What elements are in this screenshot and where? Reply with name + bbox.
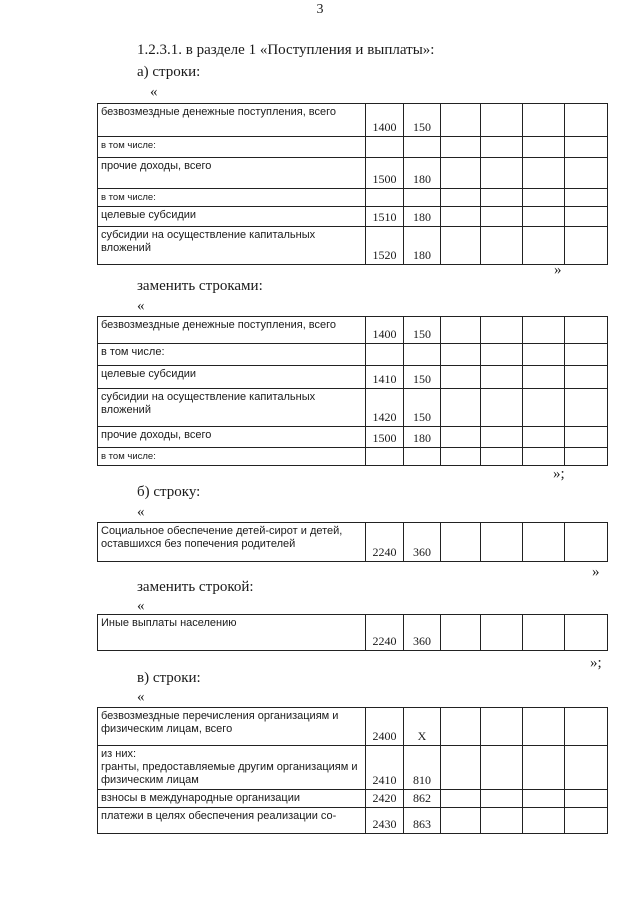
- row-kosgu: 150: [404, 104, 441, 137]
- empty-cell: [523, 615, 565, 651]
- empty-cell: [481, 317, 523, 344]
- row-label: безвозмездные денежные поступления, всего: [98, 104, 366, 137]
- empty-cell: [481, 137, 523, 158]
- empty-cell: [481, 366, 523, 389]
- empty-cell: [565, 104, 608, 137]
- empty-cell: [441, 448, 481, 466]
- table-row: [98, 227, 608, 265]
- row-kosgu: [404, 344, 441, 366]
- empty-cell: [441, 708, 481, 746]
- row-code: [366, 448, 404, 466]
- table-row: [98, 189, 608, 207]
- row-label: Иные выплаты населению: [98, 615, 366, 651]
- row-kosgu: 150: [404, 389, 441, 427]
- row-label: прочие доходы, всего: [98, 158, 366, 189]
- section-b-label: б) строку:: [137, 484, 201, 500]
- empty-cell: [441, 746, 481, 790]
- row-kosgu: 150: [404, 317, 441, 344]
- row-label: целевые субсидии: [98, 207, 366, 227]
- empty-cell: [565, 746, 608, 790]
- row-code: [366, 137, 404, 158]
- empty-cell: [481, 344, 523, 366]
- empty-cell: [481, 523, 523, 562]
- empty-cell: [441, 189, 481, 207]
- row-label: платежи в целях обеспечения реализации со-: [98, 808, 366, 834]
- row-kosgu: 862: [404, 790, 441, 808]
- section-a-label: а) строки:: [137, 64, 201, 80]
- empty-cell: [523, 344, 565, 366]
- row-code: 1420: [366, 389, 404, 427]
- empty-cell: [565, 523, 608, 562]
- empty-cell: [523, 746, 565, 790]
- table-row: [98, 207, 608, 227]
- row-kosgu: 150: [404, 366, 441, 389]
- empty-cell: [565, 427, 608, 448]
- open-quote: «: [137, 298, 145, 314]
- empty-cell: [565, 344, 608, 366]
- empty-cell: [441, 366, 481, 389]
- table-c-original: [97, 707, 608, 834]
- row-label: Социальное обеспечение детей-сирот и детей, оставшихся без попечения родителей: [98, 523, 366, 562]
- row-kosgu: [404, 189, 441, 207]
- table-row: [98, 746, 608, 790]
- empty-cell: [441, 389, 481, 427]
- row-code: [366, 344, 404, 366]
- page-number: 3: [316, 2, 324, 17]
- row-label: субсидии на осуществление капитальных вложений: [98, 227, 366, 265]
- row-label: прочие доходы, всего: [98, 427, 366, 448]
- row-label: субсидии на осуществление капитальных вложений: [98, 389, 366, 427]
- row-code: [366, 189, 404, 207]
- empty-cell: [523, 808, 565, 834]
- row-kosgu: 180: [404, 158, 441, 189]
- table-row: [98, 615, 608, 651]
- table-row: [98, 389, 608, 427]
- empty-cell: [523, 207, 565, 227]
- empty-cell: [565, 207, 608, 227]
- table-row: [98, 427, 608, 448]
- open-quote: «: [137, 689, 145, 705]
- empty-cell: [441, 808, 481, 834]
- empty-cell: [523, 137, 565, 158]
- row-label: целевые субсидии: [98, 366, 366, 389]
- amendment-heading: 1.2.3.1. в разделе 1 «Поступления и выплаты»:: [137, 42, 435, 58]
- table-row: [98, 448, 608, 466]
- empty-cell: [481, 448, 523, 466]
- empty-cell: [523, 317, 565, 344]
- empty-cell: [441, 427, 481, 448]
- row-label: из них: гранты, предоставляемые другим организациям и физическим лицам: [98, 746, 366, 790]
- row-code: 1400: [366, 317, 404, 344]
- row-code: 2240: [366, 523, 404, 562]
- table-row: [98, 808, 608, 834]
- row-code: 1510: [366, 207, 404, 227]
- row-label: безвозмездные денежные поступления, всего: [98, 317, 366, 344]
- row-kosgu: 180: [404, 207, 441, 227]
- empty-cell: [481, 746, 523, 790]
- row-label: в том числе:: [98, 448, 366, 466]
- row-label: в том числе:: [98, 137, 366, 158]
- table-row: [98, 366, 608, 389]
- empty-cell: [481, 104, 523, 137]
- empty-cell: [565, 708, 608, 746]
- empty-cell: [523, 104, 565, 137]
- table-row: [98, 158, 608, 189]
- empty-cell: [523, 366, 565, 389]
- empty-cell: [441, 790, 481, 808]
- row-label: безвозмездные перечисления организациям и физическим лицам, всего: [98, 708, 366, 746]
- empty-cell: [523, 189, 565, 207]
- close-quote-semicolon: »;: [553, 466, 565, 482]
- empty-cell: [481, 790, 523, 808]
- empty-cell: [441, 207, 481, 227]
- row-label: взносы в международные организации: [98, 790, 366, 808]
- empty-cell: [441, 158, 481, 189]
- table-row: [98, 790, 608, 808]
- close-quote: »: [554, 262, 562, 278]
- row-code: 1400: [366, 104, 404, 137]
- table-row: [98, 708, 608, 746]
- open-quote: «: [137, 598, 145, 614]
- empty-cell: [441, 104, 481, 137]
- empty-cell: [441, 344, 481, 366]
- replace-rows-label: заменить строками:: [137, 278, 263, 294]
- row-code: 1500: [366, 427, 404, 448]
- row-code: 1500: [366, 158, 404, 189]
- replace-row-label: заменить строкой:: [137, 579, 254, 595]
- table-a-original: [97, 103, 608, 265]
- row-kosgu: [404, 137, 441, 158]
- section-c-label: в) строки:: [137, 670, 201, 686]
- empty-cell: [565, 389, 608, 427]
- row-code: 2240: [366, 615, 404, 651]
- row-kosgu: 360: [404, 523, 441, 562]
- table-row: [98, 104, 608, 137]
- empty-cell: [523, 389, 565, 427]
- empty-cell: [441, 523, 481, 562]
- row-kosgu: [404, 448, 441, 466]
- empty-cell: [481, 389, 523, 427]
- close-quote-semicolon: »;: [590, 655, 602, 671]
- empty-cell: [441, 137, 481, 158]
- empty-cell: [565, 366, 608, 389]
- empty-cell: [481, 227, 523, 265]
- empty-cell: [481, 808, 523, 834]
- empty-cell: [565, 137, 608, 158]
- empty-cell: [523, 427, 565, 448]
- open-quote: «: [150, 84, 158, 100]
- empty-cell: [481, 158, 523, 189]
- table-b-original: [97, 522, 608, 562]
- empty-cell: [441, 317, 481, 344]
- empty-cell: [565, 158, 608, 189]
- table-b-replacement: [97, 614, 608, 651]
- empty-cell: [523, 227, 565, 265]
- empty-cell: [565, 227, 608, 265]
- empty-cell: [523, 523, 565, 562]
- empty-cell: [565, 790, 608, 808]
- row-kosgu: 180: [404, 227, 441, 265]
- table-a-replacement: [97, 316, 608, 466]
- close-quote: »: [592, 564, 600, 580]
- empty-cell: [481, 708, 523, 746]
- row-code: 1520: [366, 227, 404, 265]
- row-code: 2420: [366, 790, 404, 808]
- empty-cell: [565, 189, 608, 207]
- empty-cell: [565, 448, 608, 466]
- row-label: в том числе:: [98, 344, 366, 366]
- row-kosgu: Х: [404, 708, 441, 746]
- empty-cell: [441, 227, 481, 265]
- empty-cell: [481, 427, 523, 448]
- table-row: [98, 137, 608, 158]
- row-label: в том числе:: [98, 189, 366, 207]
- open-quote: «: [137, 504, 145, 520]
- empty-cell: [441, 615, 481, 651]
- empty-cell: [523, 708, 565, 746]
- empty-cell: [481, 207, 523, 227]
- row-code: 2400: [366, 708, 404, 746]
- empty-cell: [481, 189, 523, 207]
- empty-cell: [565, 808, 608, 834]
- row-kosgu: 810: [404, 746, 441, 790]
- row-code: 2410: [366, 746, 404, 790]
- table-row: [98, 523, 608, 562]
- empty-cell: [523, 158, 565, 189]
- row-code: 1410: [366, 366, 404, 389]
- empty-cell: [523, 790, 565, 808]
- row-kosgu: 360: [404, 615, 441, 651]
- row-kosgu: 180: [404, 427, 441, 448]
- empty-cell: [523, 448, 565, 466]
- row-code: 2430: [366, 808, 404, 834]
- table-row: [98, 317, 608, 344]
- empty-cell: [565, 317, 608, 344]
- row-kosgu: 863: [404, 808, 441, 834]
- empty-cell: [565, 615, 608, 651]
- table-row: [98, 344, 608, 366]
- empty-cell: [481, 615, 523, 651]
